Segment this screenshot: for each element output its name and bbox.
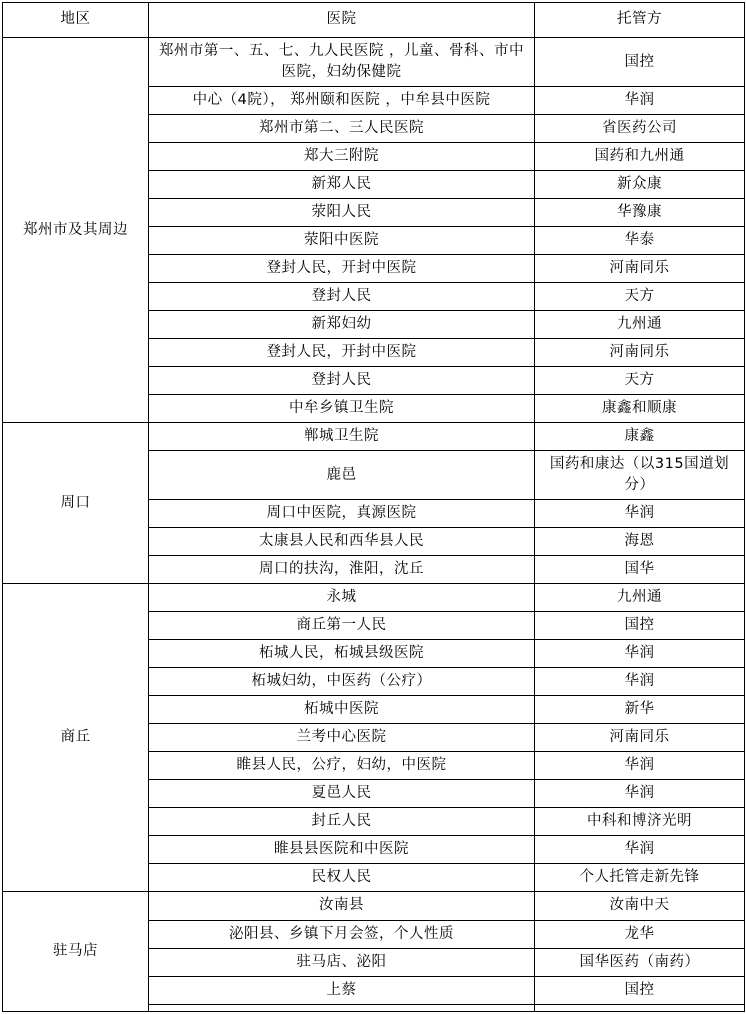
- hospital-cell: 鹿邑: [149, 451, 535, 500]
- hospital-cell: 永城: [149, 584, 535, 612]
- hospital-cell: 泌阳县、乡镇下月会签，个人性质: [149, 920, 535, 948]
- hospital-cell: 汝南县: [149, 892, 535, 920]
- hospital-cell: 登封人民: [149, 367, 535, 395]
- trustee-cell: 汝南中天: [535, 892, 745, 920]
- trustee-cell: 新华: [535, 696, 745, 724]
- trustee-cell: 国控: [535, 38, 745, 87]
- column-header: 医院: [149, 3, 535, 38]
- hospital-cell: 郑州市第二、三人民医院: [149, 115, 535, 143]
- trustee-cell: [535, 1004, 745, 1011]
- region-cell: 商丘: [3, 584, 149, 892]
- trustee-cell: 河南同乐: [535, 724, 745, 752]
- hospital-cell: 中牟乡镇卫生院: [149, 395, 535, 423]
- hospital-cell: 郑大三附院: [149, 143, 535, 171]
- trustee-cell: 国控: [535, 612, 745, 640]
- region-cell: 驻马店: [3, 892, 149, 1011]
- trustee-cell: 康鑫: [535, 423, 745, 451]
- hospital-cell: 周口中医院，真源医院: [149, 500, 535, 528]
- hospital-cell: 封丘人民: [149, 808, 535, 836]
- trustee-cell: 国控: [535, 976, 745, 1004]
- trustee-cell: 龙华: [535, 920, 745, 948]
- hospital-cell: 商丘第一人民: [149, 612, 535, 640]
- hospital-cell: 周口的扶沟，淮阳，沈丘: [149, 556, 535, 584]
- table-row: [3, 892, 745, 920]
- trustee-cell: 河南同乐: [535, 339, 745, 367]
- trustee-cell: 新众康: [535, 171, 745, 199]
- hospital-cell: 登封人民，开封中医院: [149, 339, 535, 367]
- hospital-cell: 登封人民: [149, 283, 535, 311]
- hospital-cell: 中心（4院）， 郑州颐和医院 ，中牟县中医院: [149, 87, 535, 115]
- table-header-row: [3, 3, 745, 38]
- trustee-cell: 华豫康: [535, 199, 745, 227]
- trustee-cell: 国药和康达（以315国道划分）: [535, 451, 745, 500]
- hospital-cell: 登封人民，开封中医院: [149, 255, 535, 283]
- table-row: [3, 584, 745, 612]
- region-cell: 周口: [3, 423, 149, 584]
- hospital-cell: 荥阳人民: [149, 199, 535, 227]
- column-header: 地区: [3, 3, 149, 38]
- hospital-cell: 荥阳中医院: [149, 227, 535, 255]
- trustee-cell: 华润: [535, 780, 745, 808]
- trustee-cell: 华润: [535, 752, 745, 780]
- trustee-cell: 九州通: [535, 311, 745, 339]
- hospital-cell: 新郑妇幼: [149, 311, 535, 339]
- hospital-cell: 郑州市第一、五、七、九人民医院 ，儿童、骨科、市中医院，妇幼保健院: [149, 38, 535, 87]
- trustee-cell: 河南同乐: [535, 255, 745, 283]
- table-body: [3, 3, 745, 1012]
- hospital-cell: 太康县人民和西华县人民: [149, 528, 535, 556]
- hospital-cell: 上蔡: [149, 976, 535, 1004]
- hospital-cell: [149, 1004, 535, 1011]
- trustee-cell: 华泰: [535, 227, 745, 255]
- hospital-cell: 柘城中医院: [149, 696, 535, 724]
- trustee-cell: 九州通: [535, 584, 745, 612]
- hospital-cell: 夏邑人民: [149, 780, 535, 808]
- hospital-cell: 睢县县医院和中医院: [149, 836, 535, 864]
- hospital-cell: 民权人民: [149, 864, 535, 892]
- hospital-cell: 柘城妇幼，中医药（公疗）: [149, 668, 535, 696]
- trustee-cell: 华润: [535, 640, 745, 668]
- trustee-cell: 康鑫和顺康: [535, 395, 745, 423]
- trustee-cell: 海恩: [535, 528, 745, 556]
- hospital-cell: 睢县人民，公疗，妇幼，中医院: [149, 752, 535, 780]
- trustee-cell: 天方: [535, 283, 745, 311]
- trustee-cell: 华润: [535, 87, 745, 115]
- hospital-cell: 郸城卫生院: [149, 423, 535, 451]
- trustee-cell: 华润: [535, 836, 745, 864]
- table-row: [3, 38, 745, 87]
- trustee-cell: 华润: [535, 668, 745, 696]
- trustee-cell: 国华医药（南药）: [535, 948, 745, 976]
- hospital-cell: 兰考中心医院: [149, 724, 535, 752]
- hospital-cell: 柘城人民，柘城县级医院: [149, 640, 535, 668]
- trustee-cell: 国华: [535, 556, 745, 584]
- trustee-cell: 华润: [535, 500, 745, 528]
- hospital-cell: 驻马店、泌阳: [149, 948, 535, 976]
- trustee-cell: 省医药公司: [535, 115, 745, 143]
- trustee-cell: 天方: [535, 367, 745, 395]
- trustee-cell: 个人托管走新先锋: [535, 864, 745, 892]
- trustee-cell: 中科和博济光明: [535, 808, 745, 836]
- trustee-cell: 国药和九州通: [535, 143, 745, 171]
- table-row: [3, 423, 745, 451]
- hospital-cell: 新郑人民: [149, 171, 535, 199]
- hospital-trustee-table: [2, 2, 745, 1012]
- column-header: 托管方: [535, 3, 745, 38]
- region-cell: 郑州市及其周边: [3, 38, 149, 423]
